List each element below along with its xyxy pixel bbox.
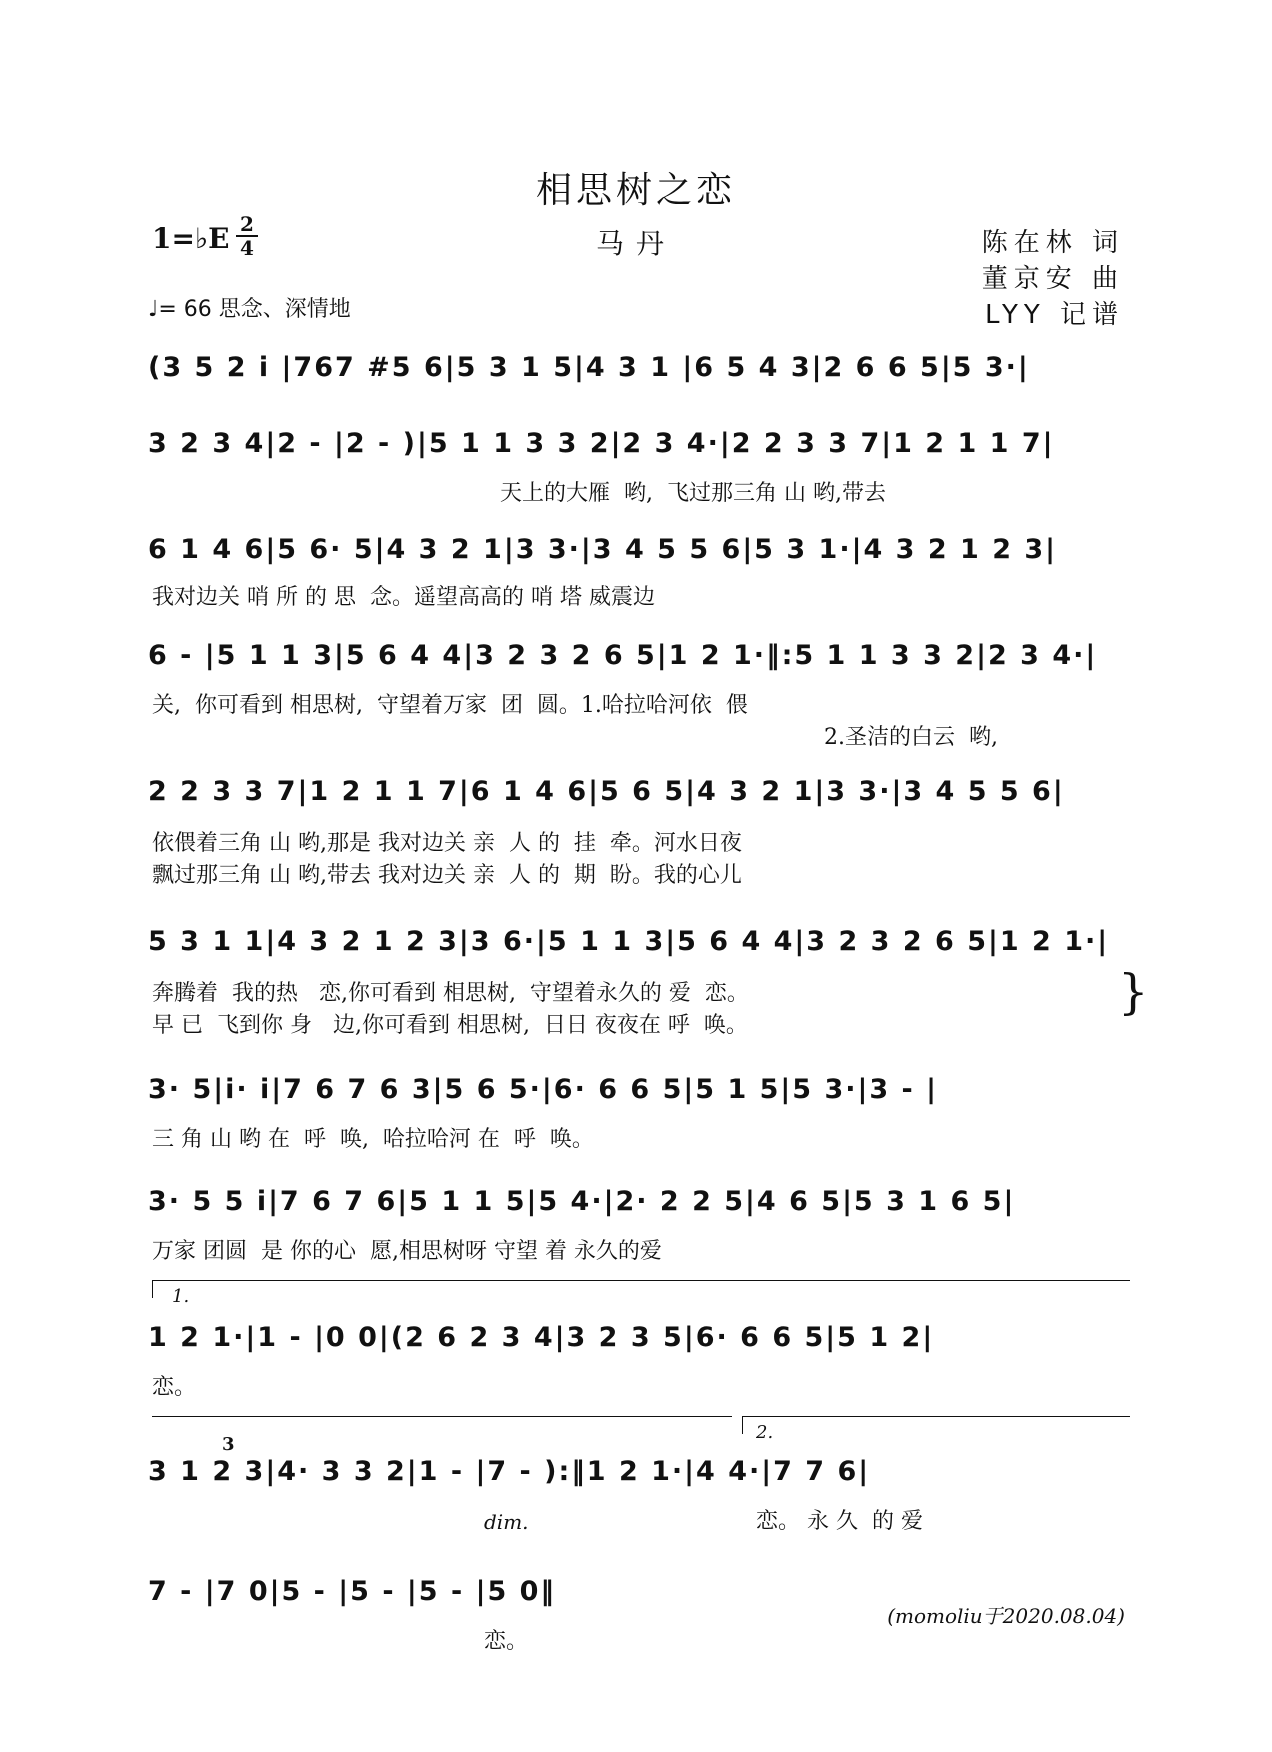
lyric-row-6-verse2: 早 已 飞到你 身 边,你可看到 相思树, 日日 夜夜在 呼 唤。 xyxy=(152,1013,748,1038)
key-signature: 1=♭E xyxy=(152,222,230,255)
dim-marking: dim. xyxy=(484,1510,529,1534)
volta-2-bracket xyxy=(742,1416,1130,1417)
lyric-row-5-verse1: 依偎着三角 山 哟,那是 我对边关 亲 人 的 挂 牵。河水日夜 xyxy=(152,831,742,856)
notation-row-4: 6 - |5 1 1 3|5 6 4 4|3 2 3 2 6 5|1 2 1·‖:5 1 1 3 3 2|2 3 4·| xyxy=(148,640,1098,671)
notation-row-6: 5 3 1 1|4 3 2 1 2 3|3 6·|5 1 1 3|5 6 4 4|3 2 3 2 6 5|1 2 1·| xyxy=(148,926,1110,957)
singer: 马丹 xyxy=(595,227,676,260)
triplet-mark: 3 xyxy=(222,1434,235,1455)
lyric-row-10: 恋。 永 久 的 爱 xyxy=(756,1509,923,1534)
volta-1-hook xyxy=(152,1280,153,1298)
notation-row-5: 2 2 3 3 7|1 2 1 1 7|6 1 4 6|5 6 5|4 3 2 1|3 3·|3 4 5 5 6| xyxy=(148,776,1065,807)
notation-row-2: 3 2 3 4|2 - |2 - )|5 1 1 3 3 2|2 3 4·|2 2 3 3 7|1 2 1 1 7| xyxy=(148,428,1055,459)
lyricist-credit: 陈在林 词 xyxy=(981,228,1124,258)
volta-end-line xyxy=(152,1416,732,1417)
lyric-row-8: 万家 团圆 是 你的心 愿,相思树呀 守望 着 永久的爱 xyxy=(152,1239,662,1264)
volta-2-hook xyxy=(742,1416,743,1434)
volta-1-bracket xyxy=(152,1280,1130,1281)
tempo-marking: ♩= 66 思念、深情地 xyxy=(148,297,351,322)
lyric-row-4-verse2: 2.圣洁的白云 哟, xyxy=(824,725,998,750)
verse-brace: } xyxy=(1118,964,1149,1020)
notation-row-7: 3· 5|i· i|7 6 7 6 3|5 6 5·|6· 6 6 5|5 1 5|5 3·|3 - | xyxy=(148,1074,939,1105)
lyric-row-2: 天上的大雁 哟, 飞过那三角 山 哟,带去 xyxy=(500,481,886,506)
lyric-row-3: 我对边关 哨 所 的 思 念。遥望高高的 哨 塔 威震边 xyxy=(152,585,655,610)
transcriber-signature: (momoliu于2020.08.04) xyxy=(887,1604,1125,1628)
lyric-row-6-verse1: 奔腾着 我的热 恋,你可看到 相思树, 守望着永久的 爱 恋。 xyxy=(152,981,749,1006)
notation-row-9: 1 2 1·|1 - |0 0|(2 6 2 3 4|3 2 3 5|6· 6 6 5|5 1 2| xyxy=(148,1322,935,1353)
transcriber-credit: LYY 记谱 xyxy=(984,300,1124,330)
lyric-row-4: 关, 你可看到 相思树, 守望着万家 团 圆。1.哈拉哈河依 偎 xyxy=(152,693,748,718)
notation-row-8: 3· 5 5 i|7 6 7 6|5 1 1 5|5 4·|2· 2 2 5|4 6 5|5 3 1 6 5| xyxy=(148,1186,1016,1217)
lyric-row-7: 三 角 山 哟 在 呼 唤, 哈拉哈河 在 呼 唤。 xyxy=(152,1127,594,1152)
volta-1-label: 1. xyxy=(172,1286,190,1307)
notation-row-1: (3 5 2 i |767 #5 6|5 3 1 5|4 3 1 |6 5 4 3|2 6 6 5|5 3·| xyxy=(148,352,1030,383)
notation-row-11: 7 - |7 0|5 - |5 - |5 - |5 0‖ xyxy=(148,1576,556,1607)
time-signature-bottom: 4 xyxy=(240,236,254,260)
composer-credit: 董京安 曲 xyxy=(981,264,1124,294)
notation-row-10: 3 1 2 3|4· 3 3 2|1 - |7 - ):‖1 2 1·|4 4·|7 7 6| xyxy=(148,1456,871,1487)
lyric-row-11: 恋。 xyxy=(484,1629,529,1654)
time-signature-top: 2 xyxy=(240,212,254,236)
lyric-row-9: 恋。 xyxy=(152,1375,197,1400)
lyric-row-5-verse2: 飘过那三角 山 哟,带去 我对边关 亲 人 的 期 盼。我的心儿 xyxy=(152,863,742,888)
song-title: 相思树之恋 xyxy=(535,170,736,211)
notation-row-3: 6 1 4 6|5 6· 5|4 3 2 1|3 3·|3 4 5 5 6|5 3 1·|4 3 2 1 2 3| xyxy=(148,534,1058,565)
volta-2-label: 2. xyxy=(756,1422,774,1443)
